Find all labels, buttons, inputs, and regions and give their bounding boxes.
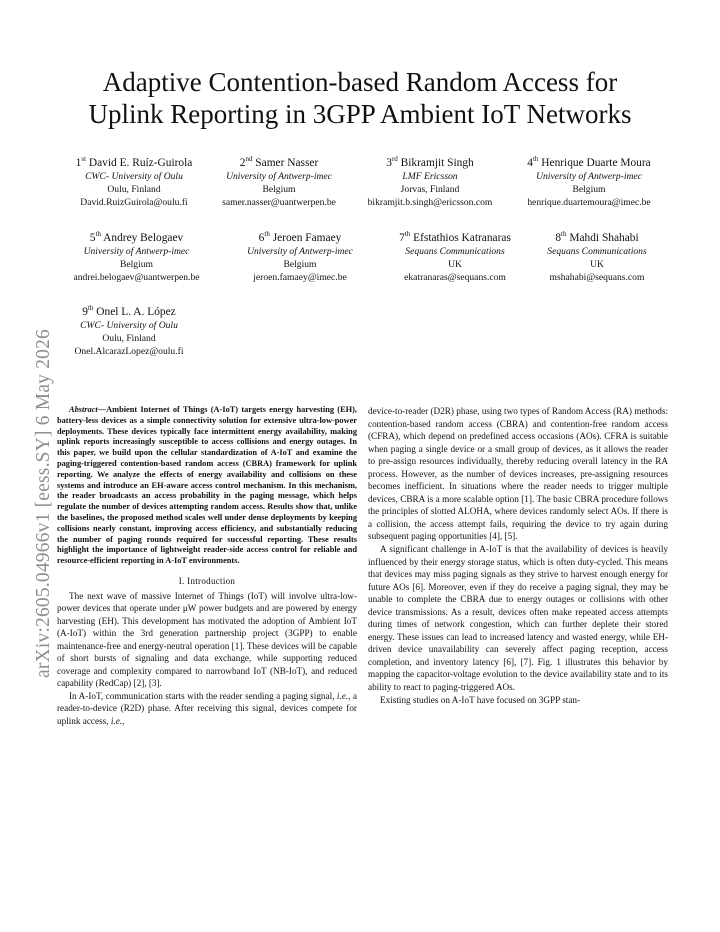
author-email: mshahabi@sequans.com bbox=[549, 271, 645, 283]
author-location: Oulu, Finland bbox=[107, 183, 161, 195]
author-affiliation: University of Antwerp-imec bbox=[536, 170, 642, 182]
intro-paragraph-1: The next wave of massive Internet of Things (IoT) will involve ultra-low-power devices that operate under μW power budgets and are powered by energy harvesting (EH). This development has motivated the adoption of Ambient IoT (A-IoT) within the 3rd generation partnership project (3GPP) to enable maintenance-free and energy-neutral operation [1]. These devices will be capable of short bursts of signaling and data exchange, while supporting reduced coverage and complexity compared to narrowband IoT (NB-IoT), and reduced capability (RedCap) [2], [3]. bbox=[57, 590, 357, 689]
title-line-2: Uplink Reporting in 3GPP Ambient IoT Networks bbox=[88, 99, 632, 129]
author-name: 3rd Bikramjit Singh bbox=[386, 155, 474, 169]
author-email: ekatranaras@sequans.com bbox=[404, 271, 506, 283]
author-name: 4th Henrique Duarte Moura bbox=[527, 155, 651, 169]
author-email: jeroen.famaey@imec.be bbox=[253, 271, 347, 283]
author-location: Belgium bbox=[572, 183, 606, 195]
intro-paragraph-2: In A-IoT, communication starts with the reader sending a paging signal, i.e., a reader-to-device (R2D) phase. After receiving this signal, devices compete for uplink access, i.e., bbox=[57, 690, 357, 726]
author-affiliation: CWC- University of Oulu bbox=[80, 319, 178, 331]
author-affiliation: University of Antwerp-imec bbox=[83, 245, 190, 257]
abstract bbox=[57, 405, 357, 567]
left-column bbox=[57, 405, 357, 728]
author-affiliation: Sequans Communications bbox=[547, 245, 647, 257]
title-line-1: Adaptive Contention-based Random Access for bbox=[102, 67, 618, 97]
author-email: bikramjit.b.singh@ericsson.com bbox=[367, 196, 493, 208]
author-email: David.RuizGuirola@oulu.fi bbox=[80, 196, 188, 208]
author-block-7 bbox=[380, 227, 530, 284]
author-affiliation: Sequans Communications bbox=[405, 245, 505, 257]
author-location: Belgium bbox=[262, 183, 296, 195]
author-name: 8th Mahdi Shahabi bbox=[555, 230, 639, 244]
author-email: henrique.duartemoura@imec.be bbox=[527, 196, 651, 208]
author-name: 5th Andrey Belogaev bbox=[89, 230, 184, 244]
right-paragraph-3: Existing studies on A-IoT have focused on 3GPP stan- bbox=[380, 694, 581, 705]
author-block-3 bbox=[350, 152, 510, 209]
author-block-9 bbox=[54, 301, 204, 358]
author-block-6 bbox=[220, 227, 380, 284]
author-location: Oulu, Finland bbox=[102, 332, 156, 344]
abstract-text: —Ambient Internet of Things (A-IoT) targets energy harvesting (EH), battery-less devices as a simple connectivity solution for extensive ultra-low-power deployments. These devices typically face intermittent energy availability, making uplink reports increasingly susceptible to access collisions and energy outages. In this paper, we build upon the cellular standardization of A-IoT and examine the paging-triggered contention-based random access (CBRA) framework for uplink reporting. We analyze the effects of energy availability and collisions on these systems and introduce an EH-aware access control mechanism. In this mechanism, the reader broadcasts an access probability in the paging message, which helps regulate the number of devices attempting random access. Results show that, unlike the baselines, the proposed method scales well under dense deployments by keeping collisions nearly constant, improving access efficiency, and substantially reducing the number of paging rounds required for successful reporting. These results highlight the importance of lightweight reader-side access control for reliable and resource-efficient reporting in A-IoT environments. bbox=[57, 405, 357, 566]
abstract-label: Abstract bbox=[69, 405, 98, 414]
author-location: Belgium bbox=[283, 258, 317, 270]
right-paragraph-2: A significant challenge in A-IoT is that the availability of devices is heavily influenced by their energy storage status, which is often duty-cycled. This means that devices may miss paging signals as they strive to harvest enough energy for future AOs [6]. Moreover, even if they do receive a paging signal, they may be unable to complete the CBRA due to energy outages or collisions with other device transmissions. As a result, devices often make repeated access attempts during times of network congestion, which can further deplete their stored energy. These issues can lead to increased latency and wasted energy, while EH-driven device unavailability can severely affect paging reception, access completion, and inventory latency [6], [7]. Fig. 1 illustrates this behavior by mapping the capacitor-voltage evolution to the device availability state and to its ability to react to paging-triggered AOs. bbox=[368, 544, 668, 693]
author-name: 9th Onel L. A. López bbox=[82, 304, 176, 318]
right-paragraph-1: device-to-reader (D2R) phase, using two types of Random Access (RA) methods: contention-based random access (CBRA) and contention-free random access (CFRA), which depend on predefined access occasions (AOs). CFRA is suitable when paging a single device or a small group of devices, as it allows the reader to pre-assign resources individually, thereby reducing overall latency in the RA process. However, as the number of devices increases, pre-assigning resources becomes inefficient. In situations where the reader needs to trigger multiple devices, CBRA is a more scalable option [1]. The basic CBRA procedure follows the principles of slotted ALOHA, where devices randomly select AOs. If there is a collision, the access attempt fails, requiring the device to try again during subsequent paging opportunities [4], [5]. bbox=[368, 406, 668, 542]
arxiv-stamp-text: arXiv:2605.04966v1 [eess.SY] 6 May 2026 bbox=[33, 328, 54, 678]
author-affiliation: University of Antwerp-imec bbox=[247, 245, 353, 257]
author-location: Jorvas, Finland bbox=[400, 183, 460, 195]
author-name: 2nd Samer Nasser bbox=[239, 155, 319, 169]
author-affiliation: CWC- University of Oulu bbox=[85, 170, 183, 182]
author-email: andrei.belogaev@uantwerpen.be bbox=[73, 271, 200, 283]
author-name: 6th Jeroen Famaey bbox=[258, 230, 342, 244]
author-location: Belgium bbox=[119, 258, 154, 270]
right-column bbox=[368, 405, 668, 706]
section-heading: I. Introduction bbox=[178, 575, 236, 586]
author-block-4 bbox=[509, 152, 669, 209]
author-affiliation: LMF Ericsson bbox=[402, 170, 458, 182]
author-name: 7th Efstathios Katranaras bbox=[399, 230, 511, 244]
author-name: 1st David E. Ruíz-Guirola bbox=[75, 155, 193, 169]
author-block-8 bbox=[527, 227, 667, 284]
author-email: samer.nasser@uantwerpen.be bbox=[222, 196, 336, 208]
author-block-2 bbox=[204, 152, 354, 209]
author-block-5 bbox=[54, 227, 219, 284]
author-email: Onel.AlcarazLopez@oulu.fi bbox=[74, 345, 184, 357]
author-block-1 bbox=[54, 152, 214, 209]
arxiv-identifier-stamp bbox=[14, 258, 52, 678]
paper-title bbox=[60, 66, 660, 130]
author-location: UK bbox=[590, 258, 604, 270]
author-affiliation: University of Antwerp-imec bbox=[226, 170, 332, 182]
author-location: UK bbox=[448, 258, 462, 270]
